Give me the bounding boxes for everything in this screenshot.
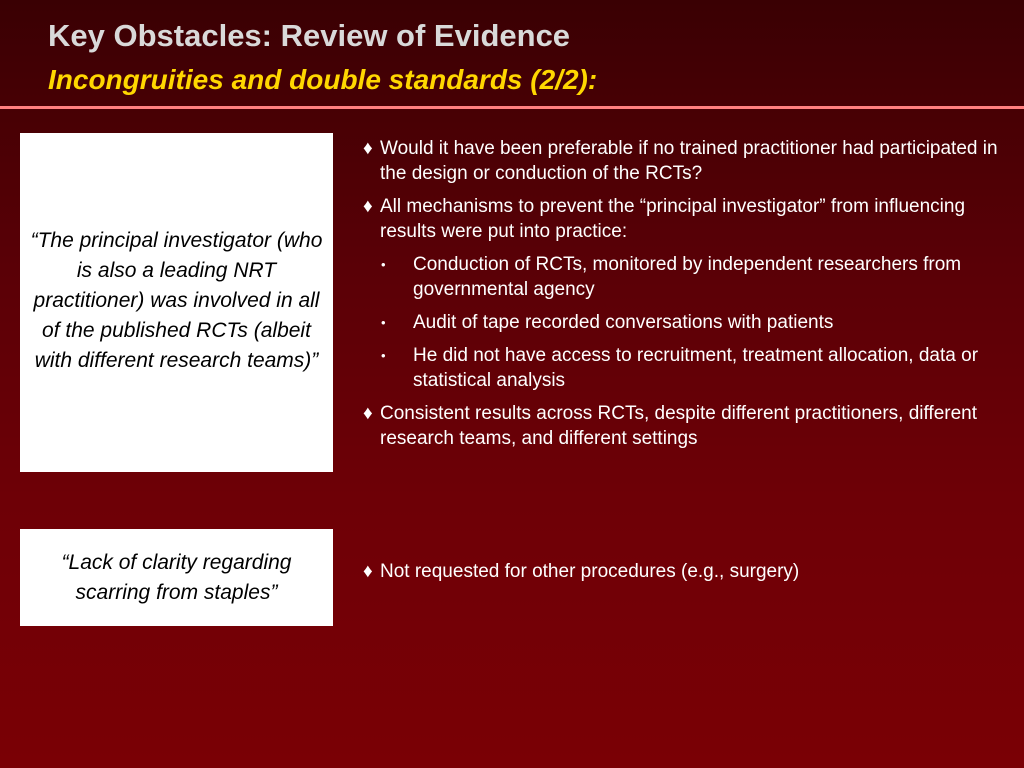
sub-point-text: Conduction of RCTs, monitored by independent researchers from governmental agency [413,254,962,300]
dot-bullet-icon: • [381,348,386,363]
sub-point-text: Audit of tape recorded conversations with patients [413,312,834,333]
diamond-bullet-icon: ♦ [363,561,373,582]
sub-point-text: He did not have access to recruitment, treatment allocation, data or statistical analysis [413,345,979,391]
point-text: Not requested for other procedures (e.g., surgery) [380,561,800,582]
dot-bullet-icon: • [381,315,386,330]
diamond-bullet-icon: ♦ [363,403,373,424]
point-text: Consistent results across RCTs, despite different practitioners, different research teams, and different settings [380,403,978,449]
point-text: Would it have been preferable if no trained practitioner had participated in the design or conduction of the RCTs? [380,138,998,184]
point-item [363,136,1013,186]
point-item [363,559,1013,584]
slide-title: Key Obstacles: Review of Evidence [48,18,571,53]
point-item [363,194,1013,244]
point-item [363,401,1013,451]
point-text: All mechanisms to prevent the “principal investigator” from influencing results were put into practice: [380,196,966,242]
title-divider [0,106,1024,109]
quote-box-scarring [20,529,333,626]
quote-text: “Lack of clarity regarding scarring from staples” [61,550,292,604]
sub-point-item [363,343,1013,393]
sub-point-item [363,252,1013,302]
dot-bullet-icon: • [381,257,386,272]
diamond-bullet-icon: ♦ [363,138,373,159]
evidence-points [363,136,1013,459]
scarring-points [363,559,1013,592]
sub-point-item [363,310,1013,335]
quote-box-investigator [20,133,333,472]
slide-subtitle: Incongruities and double standards (2/2): [48,64,598,95]
quote-text: “The principal investigator (who is also a leading NRT practitioner) was involved in all of the published RCTs (albeit with different research teams)” [30,228,323,372]
diamond-bullet-icon: ♦ [363,196,373,217]
sub-point-list [363,252,1013,393]
